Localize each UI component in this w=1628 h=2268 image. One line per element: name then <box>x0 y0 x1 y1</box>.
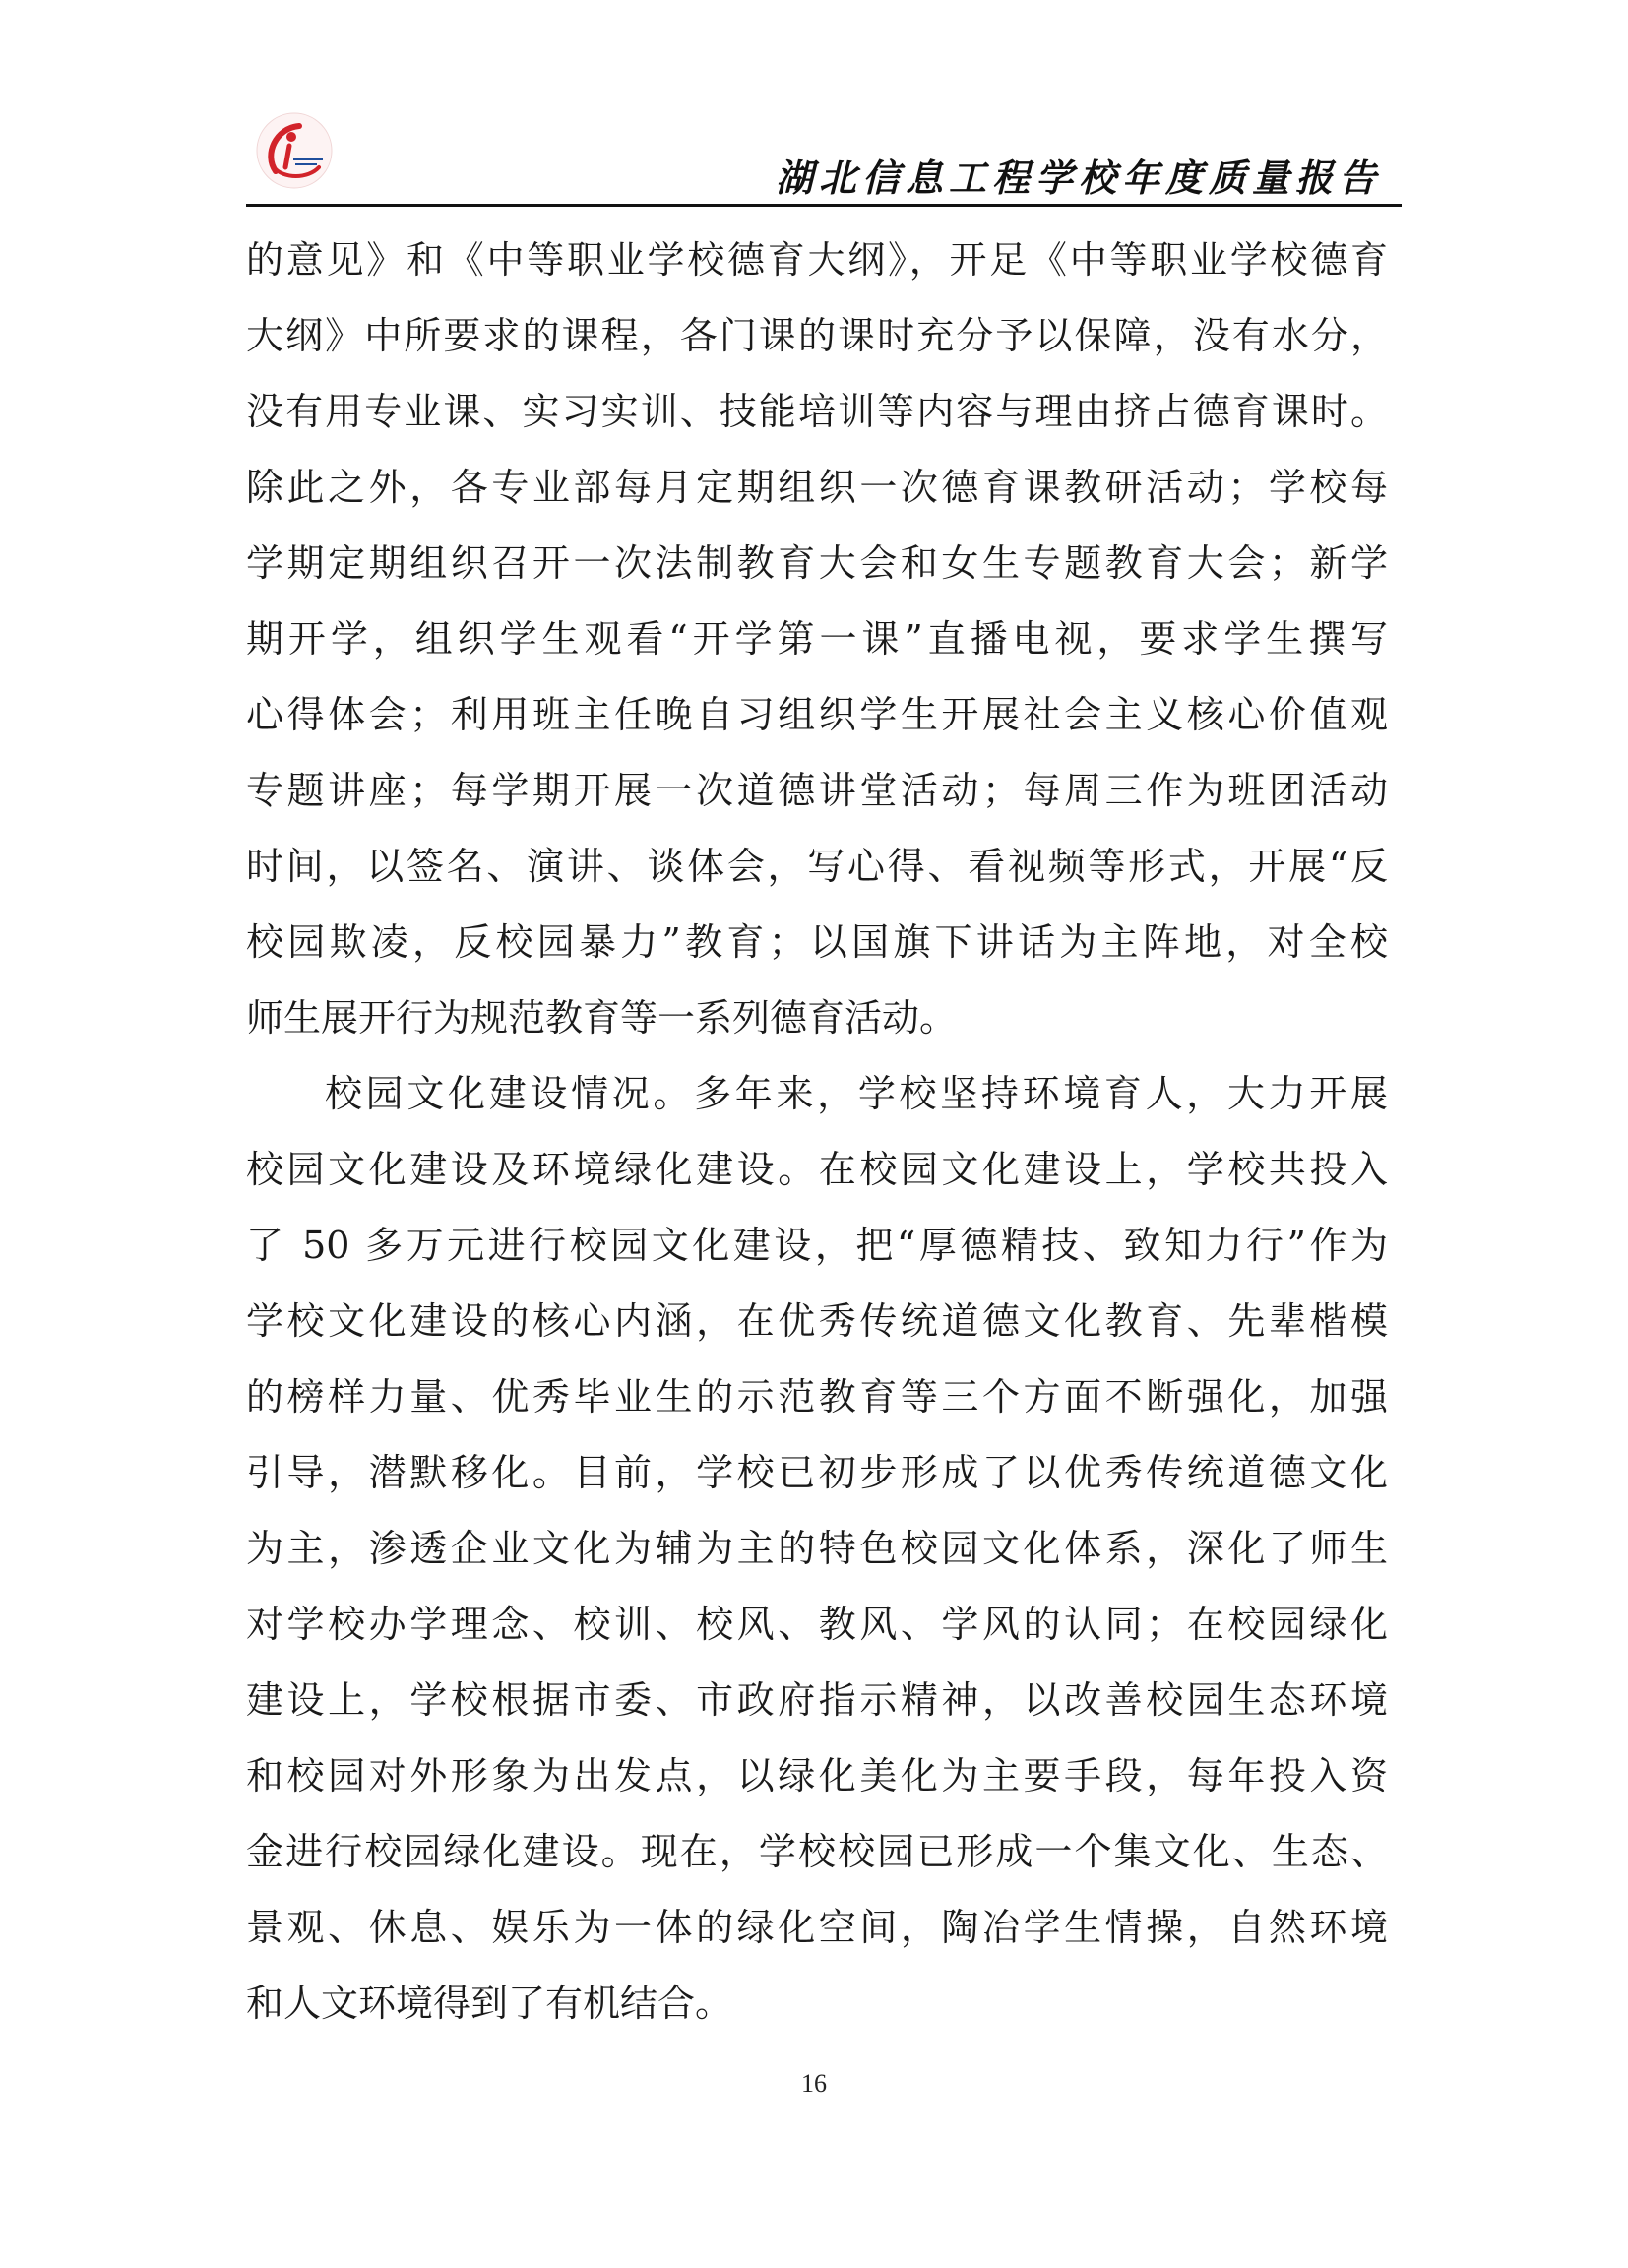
school-logo-icon <box>254 110 335 191</box>
header-divider <box>246 204 1402 207</box>
paragraph-moral-education <box>246 222 1388 1056</box>
text-line: 师生展开行为规范教育等一系列德育活动。 <box>246 996 958 1040</box>
text-line: 除此之外，各专业部每月定期组织一次德育课教研活动；学校每 <box>246 466 1388 509</box>
text-line: 时间，以签名、演讲、谈体会，写心得、看视频等形式，开展“反 <box>246 845 1388 888</box>
text-line: 学期定期组织召开一次法制教育大会和女生专题教育大会；新学 <box>246 541 1388 585</box>
text-line: 引导，潜默移化。目前，学校已初步形成了以优秀传统道德文化 <box>246 1451 1388 1494</box>
text-line: 和人文环境得到了有机结合。 <box>246 1982 733 2025</box>
text-line: 校园文化建设及环境绿化建设。在校园文化建设上，学校共投入 <box>246 1148 1388 1191</box>
text-line: 建设上，学校根据市委、市政府指示精神，以改善校园生态环境 <box>246 1678 1388 1722</box>
text-line: 校园欺凌，反校园暴力”教育；以国旗下讲话为主阵地，对全校 <box>246 920 1388 964</box>
text-line: 大纲》中所要求的课程，各门课的课时充分予以保障，没有水分， <box>246 314 1388 357</box>
text-line: 景观、休息、娱乐为一体的绿化空间，陶冶学生情操，自然环境 <box>246 1906 1388 1949</box>
text-line: 校园文化建设情况。多年来，学校坚持环境育人，大力开展 <box>325 1072 1388 1115</box>
page-number: 16 <box>801 2069 827 2098</box>
text-line: 心得体会；利用班主任晚自习组织学生开展社会主义核心价值观 <box>246 693 1388 736</box>
text-line: 学校文化建设的核心内涵，在优秀传统道德文化教育、先辈楷模 <box>246 1299 1388 1343</box>
text-line: 专题讲座；每学期开展一次道德讲堂活动；每周三作为班团活动 <box>246 769 1388 812</box>
paragraph-campus-culture <box>246 1056 1388 2042</box>
report-header-title: 湖北信息工程学校年度质量报告 <box>775 156 1382 200</box>
text-line: 和校园对外形象为出发点，以绿化美化为主要手段，每年投入资 <box>246 1754 1388 1797</box>
text-line: 了 50 多万元进行校园文化建设，把“厚德精技、致知力行”作为 <box>246 1224 1388 1267</box>
text-line: 的榜样力量、优秀毕业生的示范教育等三个方面不断强化，加强 <box>246 1375 1388 1418</box>
text-line: 没有用专业课、实习实训、技能培训等内容与理由挤占德育课时。 <box>246 390 1388 433</box>
text-line: 的意见》和《中等职业学校德育大纲》，开足《中等职业学校德育 <box>246 238 1388 282</box>
text-line: 金进行校园绿化建设。现在，学校校园已形成一个集文化、生态、 <box>246 1830 1388 1873</box>
text-line: 为主，渗透企业文化为辅为主的特色校园文化体系，深化了师生 <box>246 1527 1388 1570</box>
text-line: 期开学，组织学生观看“开学第一课”直播电视，要求学生撰写 <box>246 617 1388 661</box>
text-line: 对学校办学理念、校训、校风、教风、学风的认同；在校园绿化 <box>246 1603 1388 1646</box>
document-body <box>246 222 1388 2042</box>
